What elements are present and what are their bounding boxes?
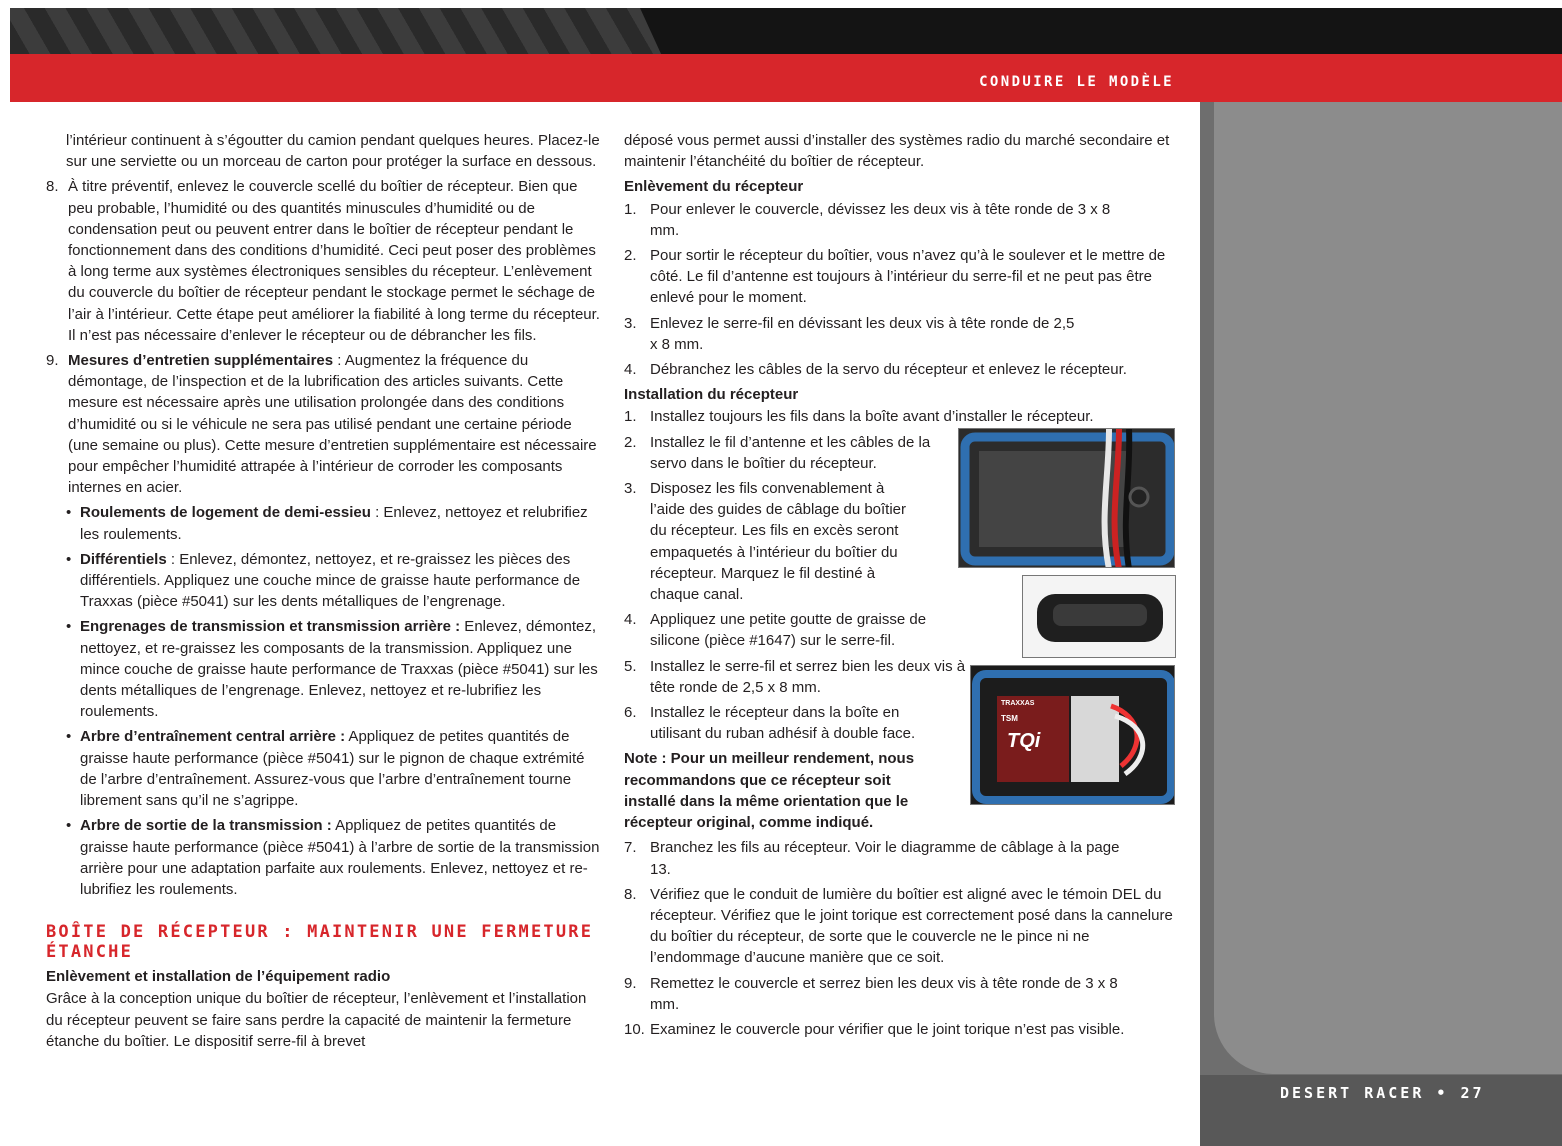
page-footer-title: DESERT RACER • 27 <box>1280 1084 1485 1102</box>
bullet-text: : Enlevez, nettoyez et relubrifiez les roulements. <box>80 504 588 543</box>
receiver-box-illustration <box>959 429 1175 568</box>
step-text: Pour sortir le récepteur du boîtier, vous n’avez qu’à le soulever et le mettre de côté. Le fil d’antenne est toujours à l’intérieur du serre-fil et ne peut pas être enlevé pour le moment. <box>650 247 1166 307</box>
bullet-item <box>66 726 604 811</box>
step-number: 2. <box>624 433 637 451</box>
removal-step <box>624 199 1176 241</box>
left-column <box>46 130 604 1056</box>
bullet-list <box>46 502 604 900</box>
note: Note : Pour un meilleur rendement, nous recommandons que ce récepteur soit installé dans la même orientation que le récepteur original, comme indiqué. <box>624 750 915 832</box>
receiver-installed-photo <box>970 665 1175 805</box>
step-text: Installez le serre-fil et serrez bien les deux vis à tête ronde de 2,5 x 8 mm. <box>650 657 966 696</box>
step-number: 5. <box>624 657 637 675</box>
step-text: Vérifiez que le conduit de lumière du boîtier est aligné avec le témoin DEL du récepteur. Vérifiez que le joint torique est correctement posé dans la cannelure du boîtier du récepteur, de sorte que le couvercle ne le pince ni ne l’endommage d’aucune manière que ce soit. <box>650 885 1173 967</box>
install-heading: Installation du récepteur <box>624 386 799 404</box>
step-number: 4. <box>624 361 637 379</box>
step-text: Installez toujours les fils dans la boîte avant d’installer le récepteur. <box>650 408 1094 426</box>
section-title: CONDUIRE LE MODÈLE <box>979 74 1174 90</box>
bullet-item <box>66 815 604 900</box>
bullet-text: Appliquez de petites quantités de graisse haute performance (pièce #5041) à l’arbre de sortie de la transmission arrière pour une adaptation parfaite aux roulements. Enlevez, nettoyez et re-lubrifiez les roulements. <box>80 817 600 898</box>
step-number: 2. <box>624 247 637 265</box>
step-text: Débranchez les câbles de la servo du récepteur et enlevez le récepteur. <box>650 361 1127 379</box>
wire-clamp-photo <box>1022 575 1176 658</box>
bullet-text: Enlevez, démontez, nettoyez, et re-graissez les composants de la transmission. Appliquez une mince couche de graisse haute performance de Traxxas (pièce #5041) sur les dents métalliques de l’engrenage. Enlevez, nettoyez et re-lubrifiez les roulements. <box>80 618 598 721</box>
receiver-brand-label: TRAXXAS <box>1001 700 1035 707</box>
list-number: 9. <box>46 352 59 370</box>
step-number: 4. <box>624 611 637 629</box>
step-number: 6. <box>624 704 637 722</box>
wire-clamp-illustration <box>1023 576 1176 658</box>
removal-step <box>624 359 1176 380</box>
install-step <box>624 973 1176 1015</box>
removal-heading: Enlèvement du récepteur <box>624 178 804 196</box>
step-number: 1. <box>624 200 637 218</box>
left-intro: l’intérieur continuent à s’égoutter du camion pendant quelques heures. Placez-le sur une serviette ou un morceau de carton pour protéger la surface en dessous. <box>66 132 600 171</box>
step-text: Remettez le couvercle et serrez bien les deux vis à tête ronde de 3 x 8 mm. <box>650 974 1118 1013</box>
bullet-text: Appliquez de petites quantités de graisse haute performance (pièce #5041) sur le pignon de chaque extrémité de l’arbre d’entraînement. Assurez-vous que l’arbre d’entraînement tourne librement sans qu’il ne s’agrippe. <box>80 728 585 810</box>
bullet-dot: • <box>66 504 72 522</box>
step-text: Installez le fil d’antenne et les câbles de la servo dans le boîtier du récepteur. <box>650 433 931 472</box>
list-text: À titre préventif, enlevez le couvercle scellé du boîtier de récepteur. Bien que peu probable, l’humidité ou des quantités minuscules d’humidité ou de condensation peut ou peuvent entrer dans le boîtier de récepteur pendant le fonctionnement dans des conditions d’humidité. Ceci peut poser des problèmes à long terme aux systèmes électroniques sensibles du récepteur. L’enlèvement du couvercle du boîtier de récepteur pendant le stockage permet le séchage de l’air à l’intérieur. Cette étape peut améliorer la fiabilité à long terme du récepteur. Il n’est pas nécessaire d’enlever le récepteur ou de débrancher les fils. <box>68 178 600 344</box>
left-closing: Grâce à la conception unique du boîtier de récepteur, l’enlèvement et l’installation du récepteur peuvent se faire sans perdre la capacité de maintenir la fermeture étanche du boîtier. Le dispositif serre-fil à brevet <box>46 990 587 1050</box>
step-text: Enlevez le serre-fil en dévissant les deux vis à tête ronde de 2,5 x 8 mm. <box>650 314 1075 353</box>
install-step <box>624 1019 1176 1040</box>
step-number: 10. <box>624 1020 645 1038</box>
side-panel-inner <box>1214 102 1562 1074</box>
step-text: Disposez les fils convenablement à l’aide des guides de câblage du boîtier du récepteur. Les fils en excès seront empaquetés à l’intérieur du boîtier du récepteur. Marquez le fil destiné à chaque canal. <box>650 480 907 604</box>
bullet-bold: Arbre d’entraînement central arrière : <box>80 728 346 746</box>
header-dark-band <box>640 8 1562 56</box>
bullet-bold: Roulements de logement de demi-essieu <box>80 504 371 522</box>
removal-step <box>624 313 1176 355</box>
header-red-band <box>10 54 1562 102</box>
step-number: 1. <box>624 408 637 426</box>
step-number: 3. <box>624 314 637 332</box>
list-number: 8. <box>46 178 59 196</box>
bullet-bold: Différentiels <box>80 550 167 568</box>
bullet-bold: Engrenages de transmission et transmission arrière : <box>80 618 461 636</box>
bullet-dot: • <box>66 728 72 746</box>
step-number: 3. <box>624 480 637 498</box>
receiver-tsm-label: TSM <box>1001 714 1018 723</box>
bullet-dot: • <box>66 550 72 568</box>
bullet-item <box>66 549 604 613</box>
removal-step <box>624 245 1176 309</box>
bullet-dot: • <box>66 618 72 636</box>
list-item-9 <box>46 350 604 498</box>
list-item-8 <box>46 176 604 346</box>
step-text: Appliquez une petite goutte de graisse de silicone (pièce #1647) sur le serre-fil. <box>650 611 927 650</box>
bullet-bold: Arbre de sortie de la transmission : <box>80 817 332 835</box>
install-step <box>624 837 1176 879</box>
install-step <box>624 884 1176 969</box>
step-number: 8. <box>624 885 637 903</box>
bullet-item <box>66 616 604 722</box>
sub-heading: Enlèvement et installation de l’équipement radio <box>46 968 391 986</box>
right-intro: déposé vous permet aussi d’installer des systèmes radio du marché secondaire et maintenir l’étanchéité du boîtier de récepteur. <box>624 132 1170 171</box>
install-step <box>624 406 1176 427</box>
step-text: Installez le récepteur dans la boîte en utilisant du ruban adhésif à double face. <box>650 704 916 743</box>
step-number: 7. <box>624 839 637 857</box>
step-text: Branchez les fils au récepteur. Voir le diagramme de câblage à la page 13. <box>650 839 1120 878</box>
list-text-bold: Mesures d’entretien supplémentaires <box>68 352 334 370</box>
receiver-model-label: TQi <box>1007 730 1041 752</box>
step-text: Examinez le couvercle pour vérifier que le joint torique n’est pas visible. <box>650 1020 1125 1038</box>
list-text <box>68 350 604 498</box>
receiver-box-photo <box>958 428 1175 568</box>
receiver-installed-illustration <box>971 666 1175 805</box>
bullet-dot: • <box>66 817 72 835</box>
bullet-text: : Enlevez, démontez, nettoyez, et re-graissez les pièces des différentiels. Appliquez une couche mince de graisse haute performance de Traxxas (pièce #5041) sur les dents métalliques de l’engrenage. <box>80 550 581 611</box>
section-heading: BOÎTE DE RÉCEPTEUR : MAINTENIR UNE FERMETURE ÉTANCHE <box>46 922 594 963</box>
step-number: 9. <box>624 974 637 992</box>
bullet-item <box>66 502 604 544</box>
step-text: Pour enlever le couvercle, dévissez les deux vis à tête ronde de 3 x 8 mm. <box>650 200 1111 239</box>
list-text-body: : Augmentez la fréquence du démontage, de l’inspection et de la lubrification des articles suivants. Cette mesure est nécessaire après une utilisation prolongée dans des conditions d’humidité ou si le véhicule ne sera pas utilisé pendant une certaine période (une semaine ou plus). Cette mesure d’entretien supplémentaire est nécessaire pour empêcher l’humidité attrapée à l’intérieur de corroder les composants internes en acier. <box>68 352 597 497</box>
